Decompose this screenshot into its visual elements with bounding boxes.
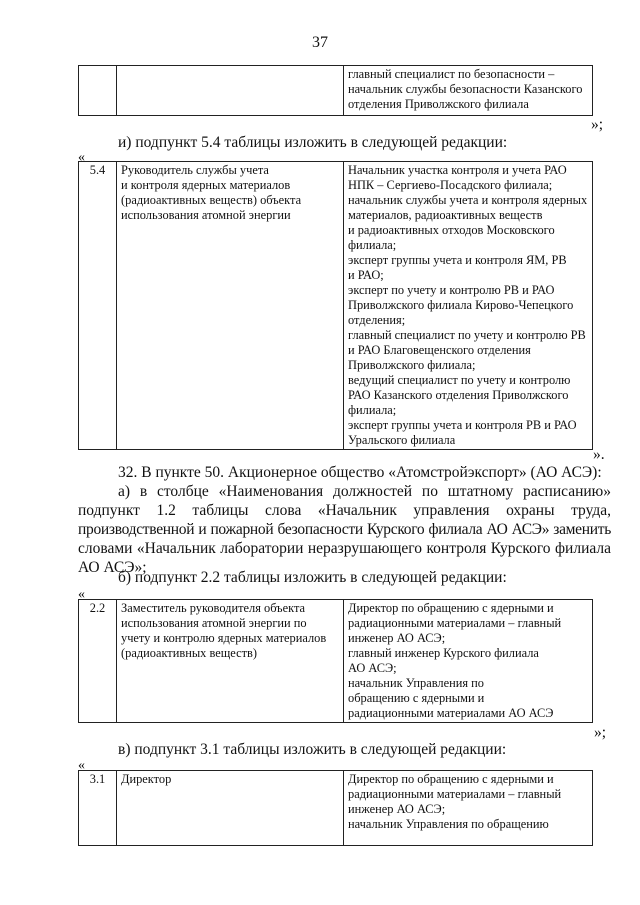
- table-cell-position: [117, 66, 344, 116]
- cell-line: и РАО;: [348, 268, 384, 282]
- table-cell-position: [117, 162, 344, 450]
- cell-line: начальник службы безопасности Казанского: [348, 82, 583, 96]
- cell-line: материалов, радиоактивных веществ: [348, 208, 543, 222]
- cell-line: (радиоактивных веществ): [121, 646, 257, 660]
- closing-quote: »;: [594, 724, 607, 741]
- cell-line: НПК – Сергиево-Посадского филиала;: [348, 178, 553, 192]
- cell-line: главный специалист по безопасности –: [348, 67, 555, 81]
- table-row: [79, 66, 593, 116]
- cell-line: Директор по обращению с ядерными и: [348, 772, 554, 786]
- table-row: [79, 771, 593, 846]
- table-row: [79, 600, 593, 723]
- table-cell-officials: [344, 66, 593, 116]
- cell-line: филиала;: [348, 238, 397, 252]
- table-3-1: [78, 770, 593, 846]
- cell-line: эксперт по учету и контролю РВ и РАО: [348, 283, 555, 297]
- cell-line: и контроля ядерных материалов: [121, 178, 291, 192]
- table-cell-officials: [344, 600, 593, 723]
- cell-line: филиала;: [348, 403, 397, 417]
- open-quote: «: [78, 758, 85, 773]
- point-32-b-text: б) подпункт 2.2 таблицы изложить в следующей редакции:: [118, 569, 507, 586]
- cell-line: обращению с ядерными и: [348, 691, 485, 705]
- point-32-a-line: АО АСЭ»;: [78, 559, 147, 576]
- cell-line: РАО Казанского отделения Приволжского: [348, 388, 569, 402]
- cell-line: Заместитель руководителя объекта: [121, 601, 306, 615]
- cell-line: начальник Управления по: [348, 676, 484, 690]
- point-32-a-line: словами «Начальник лаборатории неразрушающего контроля Курского филиала: [78, 540, 611, 557]
- cell-line: и РАО Благовещенского отделения: [348, 343, 531, 357]
- cell-line: АО АСЭ;: [348, 661, 397, 675]
- cell-line: использования атомной энергии по: [121, 616, 307, 630]
- cell-line: главный специалист по учету и контролю РВ: [348, 328, 586, 342]
- cell-line: Директор: [121, 772, 172, 786]
- cell-line: отделения;: [348, 313, 406, 327]
- cell-line: ведущий специалист по учету и контролю: [348, 373, 571, 387]
- cell-line: Приволжского филиала Кирово-Чепецкого: [348, 298, 574, 312]
- table-cell-officials: [344, 771, 593, 846]
- table-row: [79, 162, 593, 450]
- cell-line: учету и контролю ядерных материалов: [121, 631, 327, 645]
- cell-line: Приволжского филиала;: [348, 358, 476, 372]
- open-quote: «: [78, 150, 85, 165]
- cell-line: инженер АО АСЭ;: [348, 631, 446, 645]
- closing-quote: »;: [591, 116, 604, 133]
- top-table: [78, 65, 593, 116]
- table-cell-number: 5.4: [79, 162, 117, 450]
- cell-line: и радиоактивных отходов Московского: [348, 223, 555, 237]
- cell-line: эксперт группы учета и контроля РВ и РАО: [348, 418, 577, 432]
- cell-line: инженер АО АСЭ;: [348, 802, 446, 816]
- item-v-text: в) подпункт 3.1 таблицы изложить в следующей редакции:: [118, 741, 507, 758]
- cell-line: Директор по обращению с ядерными и: [348, 601, 554, 615]
- cell-line: использования атомной энергии: [121, 208, 291, 222]
- table-5-4: [78, 161, 593, 450]
- closing-quote: ».: [593, 446, 605, 463]
- cell-line: радиационными материалами – главный: [348, 787, 562, 801]
- open-quote: «: [78, 587, 85, 602]
- point-32-a-line: подпункт 1.2 таблицы слова «Начальник управления охраны труда,: [78, 502, 611, 519]
- cell-line: Начальник участка контроля и учета РАО: [348, 163, 567, 177]
- point-32-heading: 32. В пункте 50. Акционерное общество «Атомстройэкспорт» (АО АСЭ):: [118, 464, 602, 481]
- table-cell-officials: [344, 162, 593, 450]
- cell-line: радиационными материалами – главный: [348, 616, 562, 630]
- cell-line: начальник Управления по обращению: [348, 817, 549, 831]
- cell-line: главный инженер Курского филиала: [348, 646, 539, 660]
- point-32-a-line: а) в столбце «Наименования должностей по штатному расписанию»: [118, 483, 611, 500]
- item-i-text: и) подпункт 5.4 таблицы изложить в следующей редакции:: [118, 134, 508, 151]
- cell-line: отделения Приволжского филиала: [348, 97, 529, 111]
- table-2-2: [78, 599, 593, 723]
- page-number: 37: [312, 34, 328, 51]
- cell-line: начальник службы учета и контроля ядерных: [348, 193, 588, 207]
- table-cell-position: [117, 771, 344, 846]
- point-32-a-line: производственной и пожарной безопасности Курского филиала АО АСЭ» заменить: [78, 521, 611, 538]
- cell-line: эксперт группы учета и контроля ЯМ, РВ: [348, 253, 567, 267]
- table-cell-number: [79, 66, 117, 116]
- table-cell-number: 2.2: [79, 600, 117, 723]
- table-cell-position: [117, 600, 344, 723]
- cell-line: Руководитель службы учета: [121, 163, 269, 177]
- table-cell-number: 3.1: [79, 771, 117, 846]
- cell-line: Уральского филиала: [348, 433, 456, 447]
- cell-line: (радиоактивных веществ) объекта: [121, 193, 302, 207]
- cell-line: радиационными материалами АО АСЭ: [348, 706, 554, 720]
